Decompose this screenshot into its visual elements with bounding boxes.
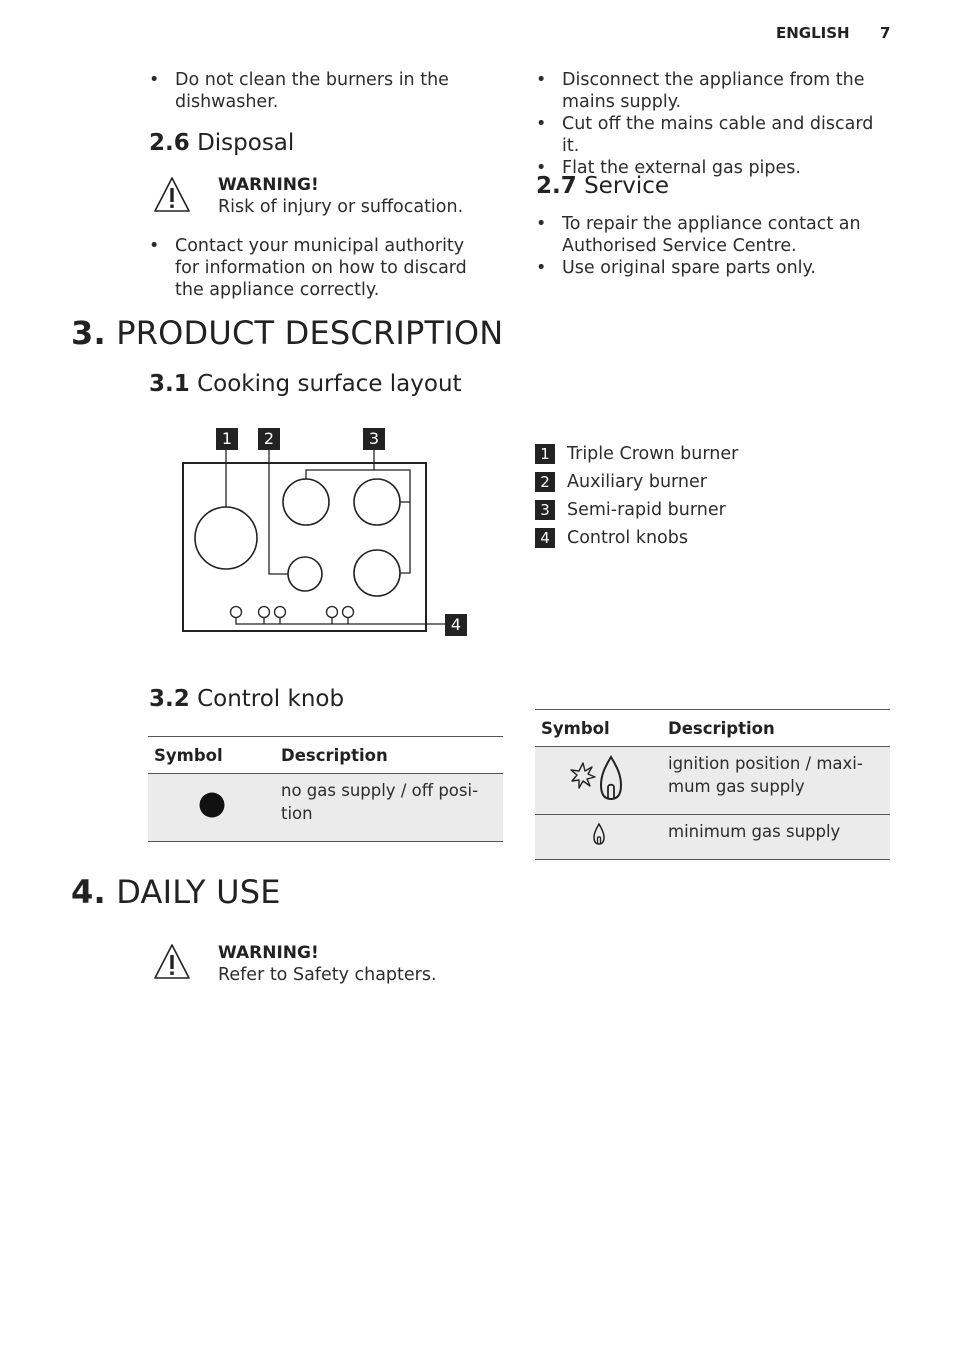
table-header: Description	[662, 710, 890, 747]
legend-number: 3	[535, 500, 555, 520]
list-item: • Flat the external gas pipes.	[536, 157, 896, 179]
section-heading-control-knob	[149, 686, 344, 712]
table-row	[535, 747, 890, 815]
list-item: • To repair the appliance contact an Authorised Service Centre.	[536, 213, 876, 257]
section-title: Service	[584, 173, 670, 199]
legend-label: Triple Crown burner	[567, 444, 739, 464]
table-header: Symbol	[535, 710, 662, 747]
control-knob	[259, 607, 270, 618]
table-row	[535, 815, 890, 860]
warning-triangle-icon	[152, 942, 192, 982]
callout-number-3: 3	[363, 428, 385, 450]
list-item: • Cut off the mains cable and discard it.	[536, 113, 896, 157]
triple-crown-burner	[195, 507, 257, 569]
warning-text: Refer to Safety chapters.	[218, 965, 437, 985]
ignition-large-flame-icon	[569, 753, 629, 803]
table-header-row	[148, 737, 503, 774]
filled-circle-icon	[199, 792, 225, 818]
table-row	[148, 774, 503, 842]
callout-number-1: 1	[216, 428, 238, 450]
list-item: • Contact your municipal authority for information on how to discard the appliance correctly.	[149, 235, 489, 301]
legend-number: 4	[535, 528, 555, 548]
table-header: Description	[275, 737, 503, 774]
semi-rapid-burner	[283, 479, 329, 525]
hob-outline	[183, 463, 426, 631]
list-item: • Use original spare parts only.	[536, 257, 876, 279]
legend-label: Semi-rapid burner	[567, 500, 726, 520]
header-language: ENGLISH	[776, 24, 850, 42]
semi-rapid-burner	[354, 550, 400, 596]
control-knob-table-left	[148, 736, 503, 842]
section-number: 2.6	[149, 130, 190, 156]
callout-number-2: 2	[258, 428, 280, 450]
table-cell-symbol	[148, 774, 275, 842]
section-title: Control knob	[197, 686, 345, 712]
section-title: Disposal	[197, 130, 295, 156]
chapter-title: DAILY USE	[116, 873, 281, 911]
legend-number: 1	[535, 444, 555, 464]
chapter-number: 4.	[71, 873, 106, 911]
control-knob	[327, 607, 338, 618]
warning-title: WARNING!	[218, 943, 319, 963]
table-cell-description: ignition position / maxi-mum gas supply	[662, 747, 890, 815]
section-number: 3.2	[149, 686, 190, 712]
list-item: • Disconnect the appliance from the mains supply.	[536, 69, 896, 113]
control-knob	[231, 607, 242, 618]
table-header-row	[535, 710, 890, 747]
legend-number: 2	[535, 472, 555, 492]
table-header: Symbol	[148, 737, 275, 774]
warning-text: Risk of injury or suffocation.	[218, 197, 464, 217]
control-knob-table-right	[535, 709, 890, 860]
list-item: • Do not clean the burners in the dishwasher.	[149, 69, 479, 113]
section-title: Cooking surface layout	[197, 371, 462, 397]
chapter-heading-daily-use	[71, 873, 281, 911]
auxiliary-burner	[288, 557, 322, 591]
control-knob	[275, 607, 286, 618]
chapter-title: PRODUCT DESCRIPTION	[116, 314, 504, 352]
small-flame-icon	[591, 822, 607, 846]
table-cell-description: no gas supply / off posi-tion	[275, 774, 503, 842]
legend-label: Auxiliary burner	[567, 472, 707, 492]
control-knob	[343, 607, 354, 618]
page-number: 7	[880, 24, 891, 42]
legend-label: Control knobs	[567, 528, 688, 548]
chapter-number: 3.	[71, 314, 106, 352]
callout-number-4: 4	[445, 614, 467, 636]
warning-title: WARNING!	[218, 175, 319, 195]
table-cell-description: minimum gas supply	[662, 815, 890, 860]
table-cell-symbol	[535, 815, 662, 860]
semi-rapid-burner	[354, 479, 400, 525]
section-number: 2.7	[536, 173, 577, 199]
callout-line-4	[236, 618, 446, 624]
table-cell-symbol	[535, 747, 662, 815]
section-number: 3.1	[149, 371, 190, 397]
